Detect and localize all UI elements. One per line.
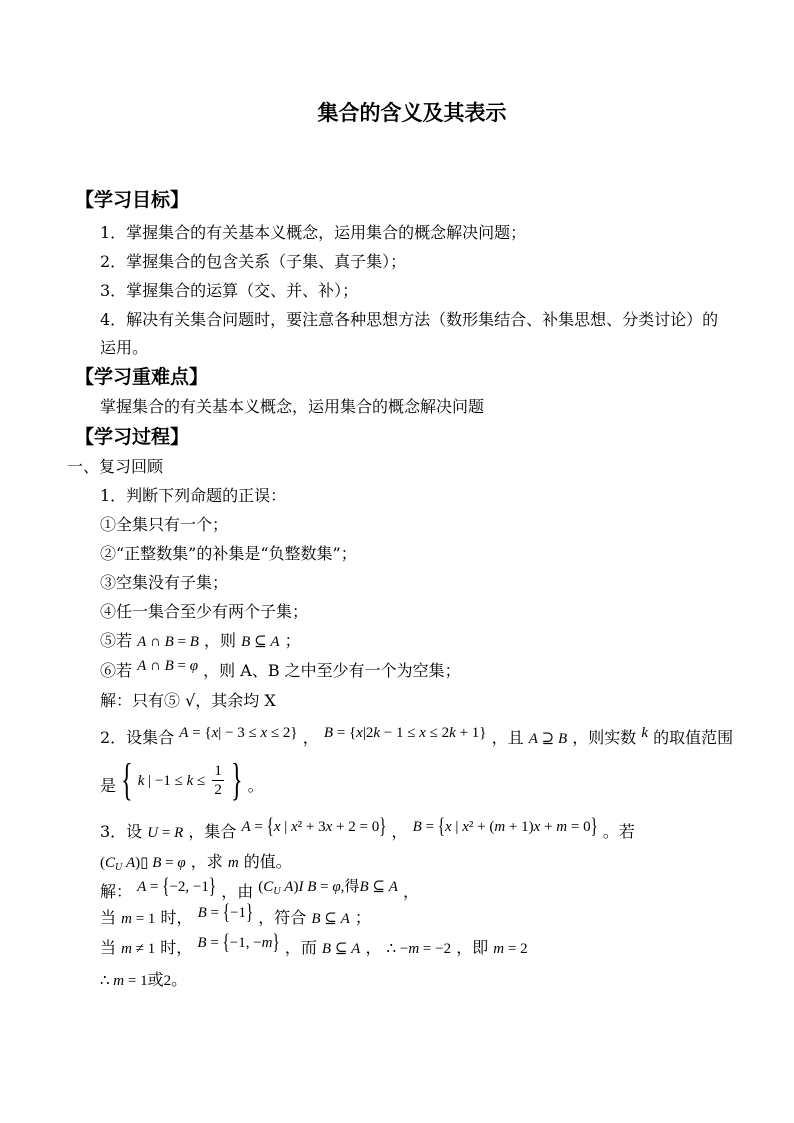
math-variable: m [493, 941, 505, 957]
q3-set-a: A = {x | x² + 3x + 2 = 0} [241, 819, 386, 835]
q3-solution-line-1 [100, 875, 419, 909]
math-variable: B [323, 725, 333, 741]
math-variable: B [321, 941, 332, 957]
s6-prefix: ⑥若 [100, 661, 133, 680]
case1-fits: ，符合 [258, 908, 307, 927]
sol-cond-subscript: U [273, 886, 281, 897]
math-variable: m [121, 941, 132, 957]
q2-comma: ， [302, 728, 319, 747]
answer-open-brace: { [121, 755, 133, 806]
q2-prefix: 2．设集合 [100, 728, 175, 747]
math-brace: { [222, 901, 230, 925]
q2-ask: 的取值范围 [653, 728, 734, 747]
math-variable: B [197, 935, 207, 951]
q2-answer-end: 。 [247, 776, 264, 795]
math-variable: B [412, 819, 422, 835]
math-brace: } [590, 815, 598, 839]
goals-heading: 【学习目标】 [75, 189, 190, 211]
q2-relation: A ⊇ B [528, 731, 568, 747]
case1-rel: B ⊆ A [311, 911, 350, 927]
math-variable: A [137, 634, 147, 650]
sol-cond-rest: A)I B = φ,得B ⊆ A [284, 879, 398, 895]
s5-then: ，则 [204, 631, 237, 650]
q3-set-label: ，集合 [188, 822, 237, 841]
math-brace: { [162, 875, 170, 899]
math-variable: A [270, 634, 280, 650]
case1-end: ； [354, 908, 371, 927]
conclusion-second: 2 [163, 973, 172, 989]
math-variable: B [359, 879, 369, 895]
case2-i-e: ，即 [456, 938, 489, 957]
math-variable: A [179, 725, 189, 741]
q1-statement-4: ④任一集合至少有两个子集； [100, 602, 309, 621]
goal-item-3: 3．掌握集合的运算（交、并、补）； [100, 281, 359, 300]
q3-solution-case-1 [100, 901, 371, 930]
math-variable: m [494, 819, 506, 835]
q3-cond-subscript: U [115, 862, 123, 873]
goal-item-2: 2．掌握集合的包含关系（子集、真子集）； [100, 252, 407, 271]
math-variable: m [408, 941, 420, 957]
math-brace: { [266, 815, 274, 839]
math-variable: x [356, 725, 363, 741]
math-brace: } [208, 875, 217, 899]
q3-conclusion [100, 969, 187, 992]
math-variable: x [462, 819, 469, 835]
q3-cond-open: (C [100, 855, 116, 871]
q3-ask-var [228, 855, 239, 871]
q1-statement-6 [100, 660, 461, 683]
case1-when: 时， [160, 908, 193, 927]
q2-answer-line [100, 755, 264, 809]
math-brace: } [379, 815, 387, 839]
sol-set-a: A = {−2, −1} [137, 879, 216, 895]
conclusion-first: ∴ m = 1 [100, 973, 148, 989]
math-variable: x [211, 725, 219, 741]
q3-question [100, 815, 635, 844]
math-variable: m [556, 819, 568, 835]
math-variable: A [126, 855, 136, 871]
case2-cond: m ≠ 1 [121, 941, 156, 957]
math-variable: B [241, 634, 251, 650]
math-variable: x [419, 725, 426, 741]
math-variable: k [373, 725, 381, 741]
case2-comma: ， [365, 938, 382, 957]
math-variable: x [260, 725, 268, 741]
math-variable: A [340, 911, 350, 927]
math-variable: U [147, 825, 159, 841]
math-brace: } [290, 725, 298, 741]
s5-end: ； [284, 631, 301, 650]
math-variable: k [137, 773, 145, 789]
math-variable: m [113, 973, 125, 989]
math-variable: m [227, 855, 239, 871]
math-brace: } [245, 901, 254, 925]
sol-prefix: 解： [100, 882, 133, 901]
math-brace: } [272, 931, 280, 955]
math-variable: x [273, 819, 281, 835]
math-variable: A [284, 879, 294, 895]
q3-comma: ， [391, 822, 408, 841]
math-variable: A [137, 658, 147, 674]
s5-condition: A ∩ B = B [137, 634, 199, 650]
sol-cond-open: (C [258, 879, 274, 895]
review-title: 一、复习回顾 [67, 457, 164, 476]
math-variable: m [261, 935, 273, 951]
q2-answer-prefix: 是 [100, 776, 117, 795]
q2-answer [121, 755, 247, 806]
math-variable: k [641, 725, 648, 741]
math-variable: B [311, 911, 321, 927]
q1-statement-1: ①全集只有一个； [100, 515, 229, 534]
s6-condition: A ∩ B = φ [137, 658, 199, 674]
math-variable: B [197, 905, 207, 921]
q1-statement-2: ②“正整数集”的补集是“负整数集”； [100, 544, 357, 563]
q1-statement-5 [100, 630, 301, 653]
s5-prefix: ⑤若 [100, 631, 133, 650]
math-variable: A [137, 879, 147, 895]
page-title: 集合的含义及其表示 [317, 100, 507, 125]
math-variable: B [307, 879, 317, 895]
case2-prefix: 当 [100, 938, 117, 957]
math-variable: B [189, 634, 199, 650]
q2-set-a: A = {x| − 3 ≤ x ≤ 2} [179, 725, 297, 741]
math-variable: φ [177, 855, 186, 871]
answer-body: k | −1 ≤ k ≤ [137, 773, 206, 789]
s6-rest: ，则 A、B 之中至少有一个为空集； [203, 661, 461, 680]
math-brace: { [222, 931, 230, 955]
case2-when: 时， [160, 938, 193, 957]
math-variable: A [241, 819, 251, 835]
q3-prefix: 3．设 [100, 822, 143, 841]
key-points-heading: 【学习重难点】 [75, 366, 209, 388]
math-variable: x [533, 819, 541, 835]
math-variable: A [388, 879, 398, 895]
goal-item-4: 4．解决有关集合问题时，要注意各种思想方法（数形集结合、补集思想、分类讨论）的 [100, 310, 719, 329]
key-points-text: 掌握集合的有关基本义概念，运用集合的概念解决问题 [100, 397, 485, 416]
fraction-numerator: 1 [214, 763, 222, 779]
answer-close-brace: } [230, 755, 243, 806]
math-variable: A [528, 731, 538, 747]
case1-cond: m = 1 [121, 911, 156, 927]
q1-solution: 解：只有⑤ √，其余均 X [100, 691, 276, 710]
q2-and: ，且 [491, 728, 524, 747]
math-variable: A [351, 941, 361, 957]
math-brace: { [437, 815, 445, 839]
math-brace: { [348, 725, 357, 741]
math-variable: k [449, 725, 456, 741]
math-variable: k [186, 773, 194, 789]
math-variable: m [121, 911, 132, 927]
q1-statement-3: ③空集没有子集； [100, 573, 229, 592]
math-variable: R [174, 825, 184, 841]
case2-result: m = 2 [493, 941, 528, 957]
math-variable: B [164, 658, 174, 674]
q2-then: ，则实数 [572, 728, 637, 747]
math-variable: x [445, 819, 452, 835]
case2-but: ，而 [284, 938, 317, 957]
case1-prefix: 当 [100, 908, 117, 927]
fraction-denominator: 2 [214, 782, 222, 798]
case2-set-b: B = {−1, −m} [197, 935, 279, 951]
math-brace: } [479, 725, 487, 741]
math-variable: B [152, 855, 162, 871]
q3-solution-case-2 [100, 931, 528, 960]
goal-item-1: 1．掌握集合的有关基本义概念，运用集合的概念解决问题； [100, 223, 527, 242]
q3-ask-post: 的值。 [243, 852, 292, 871]
q3-if: 。若 [602, 822, 635, 841]
sol-condition [258, 876, 398, 895]
math-variable: B [557, 731, 568, 747]
q3-ask-pre: ，求 [190, 852, 223, 871]
case2-rel: B ⊆ A [321, 941, 361, 957]
q1-stem: 1．判断下列命题的正误： [100, 486, 287, 505]
sol-end: ， [402, 882, 419, 901]
q3-set-b: B = {x | x² + (m + 1)x + m = 0} [413, 819, 598, 835]
process-heading: 【学习过程】 [75, 426, 190, 448]
math-variable: x [291, 819, 298, 835]
math-variable: x [325, 819, 333, 835]
s5-result: B ⊆ A [241, 634, 280, 650]
q3-universe: U = R [147, 825, 184, 841]
q3-condition-line [100, 851, 292, 879]
conclusion-or: 或 [147, 970, 164, 989]
math-brace: { [204, 725, 212, 741]
math-variable: B [164, 634, 174, 650]
goal-item-4-continuation: 运用。 [100, 338, 149, 357]
q2-question [100, 727, 733, 750]
sol-by: ，由 [221, 882, 254, 901]
q2-variable [641, 725, 648, 741]
case1-set-b: B = {−1} [198, 905, 254, 921]
conclusion-end: 。 [171, 970, 188, 989]
q2-set-b: B = {x|2k − 1 ≤ x ≤ 2k + 1} [324, 725, 487, 741]
answer-fraction [212, 762, 224, 799]
q3-cond-rest: A)▯ B = φ [126, 855, 186, 871]
math-variable: C [105, 855, 116, 871]
math-variable: C [263, 879, 274, 895]
math-variable: φ [189, 658, 199, 674]
math-variable: φ [332, 879, 341, 895]
case2-deduce: ∴ −m = −2 [386, 941, 452, 957]
math-variable: I [298, 879, 304, 895]
